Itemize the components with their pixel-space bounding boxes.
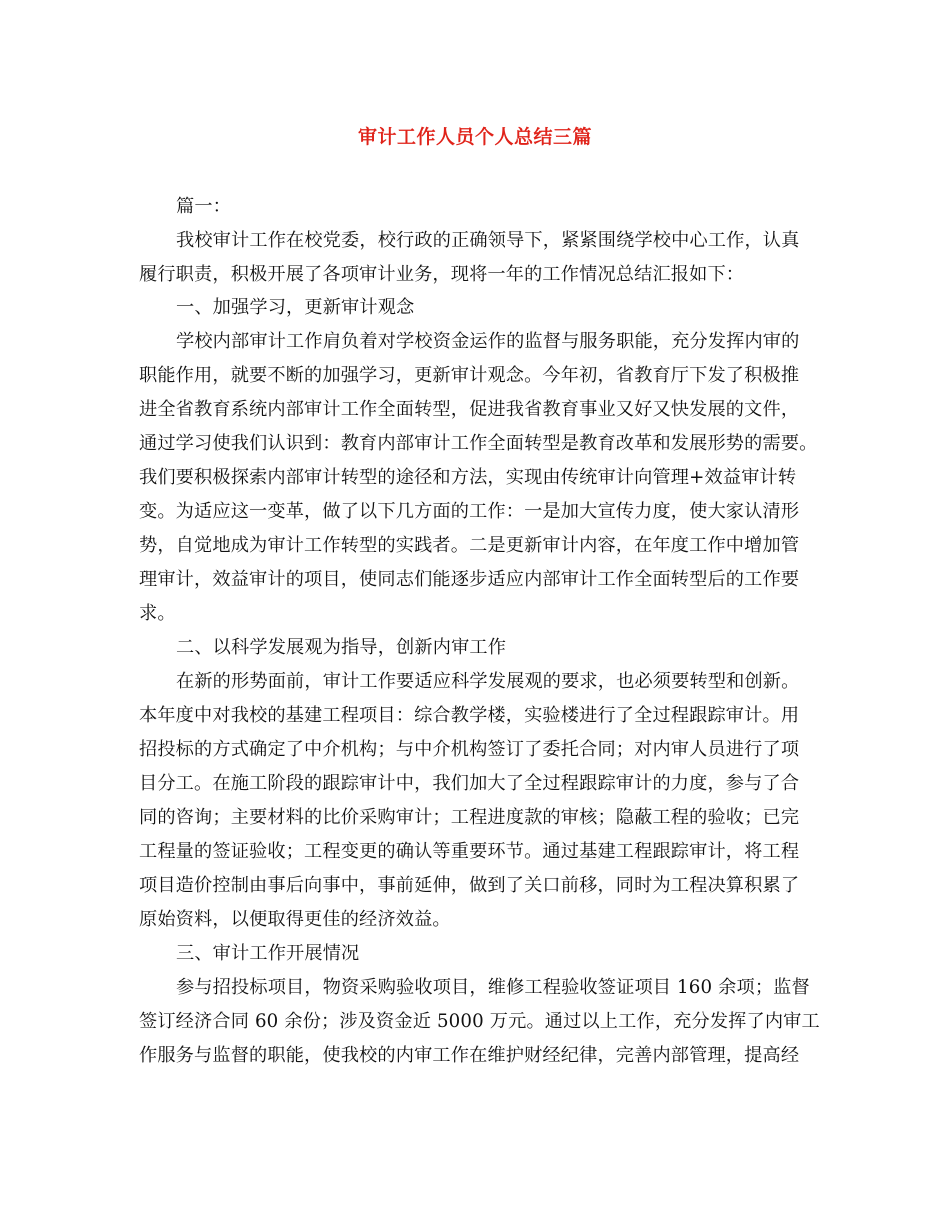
paragraph-line: 作服务与监督的职能，使我校的内审工作在维护财经纪律，完善内部管理，提高经: [139, 1045, 800, 1066]
paragraph-line: 求。: [139, 603, 176, 624]
paragraph-line: 履行职责，积极开展了各项审计业务，现将一年的工作情况总结汇报如下：: [139, 264, 745, 285]
section-label-part-one: 篇一：: [176, 196, 232, 217]
paragraph-line: 变。为适应这一变革，做了以下几方面的工作：一是加大宣传力度，使大家认清形: [139, 501, 800, 522]
paragraph-line: 招投标的方式确定了中介机构；与中介机构签订了委托合同；对内审人员进行了项: [139, 739, 800, 760]
paragraph-line: 我校审计工作在校党委，校行政的正确领导下，紧紧围绕学校中心工作，认真: [176, 230, 800, 251]
paragraph-line: 学校内部审计工作肩负着对学校资金运作的监督与服务职能，充分发挥内审的: [176, 331, 800, 352]
paragraph-line: 签订经济合同 60 余份；涉及资金近 5000 万元。通过以上工作，充分发挥了内审工: [139, 1011, 820, 1032]
paragraph-line: 理审计，效益审计的项目，使同志们能逐步适应内部审计工作全面转型后的工作要: [139, 569, 800, 590]
paragraph-line: 同的咨询；主要材料的比价采购审计；工程进度款的审核；隐蔽工程的验收；已完: [139, 807, 800, 828]
paragraph-line: 在新的形势面前，审计工作要适应科学发展观的要求，也必须要转型和创新。: [176, 671, 800, 692]
paragraph-line: 项目造价控制由事后向事中，事前延伸，做到了关口前移，同时为工程决算积累了: [139, 875, 800, 896]
document-title: 审计工作人员个人总结三篇: [357, 126, 592, 148]
section-heading-2: 二、以科学发展观为指导，创新内审工作: [176, 637, 507, 658]
paragraph-line: 目分工。在施工阶段的跟踪审计中，我们加大了全过程跟踪审计的力度，参与了合: [139, 773, 800, 794]
paragraph-line: 参与招投标项目，物资采购验收项目，维修工程验收签证项目 160 余项；监督: [176, 977, 810, 998]
paragraph-line: 势，自觉地成为审计工作转型的实践者。二是更新审计内容，在年度工作中增加管: [139, 535, 800, 556]
paragraph-line: 职能作用，就要不断的加强学习，更新审计观念。今年初，省教育厅下发了积极推: [139, 365, 800, 386]
paragraph-line: 原始资料，以便取得更佳的经济效益。: [139, 909, 451, 930]
paragraph-line: 工程量的签证验收；工程变更的确认等重要环节。通过基建工程跟踪审计，将工程: [139, 841, 800, 862]
section-heading-1: 一、加强学习，更新审计观念: [176, 297, 415, 318]
section-heading-3: 三、审计工作开展情况: [176, 943, 360, 964]
paragraph-line: 进全省教育系统内部审计工作全面转型，促进我省教育事业又好又快发展的文件，: [139, 399, 800, 420]
paragraph-line: 通过学习使我们认识到：教育内部审计工作全面转型是教育改革和发展形势的需要。: [139, 433, 818, 454]
paragraph-line: 我们要积极探索内部审计转型的途径和方法，实现由传统审计向管理+效益审计转: [139, 467, 797, 488]
paragraph-line: 本年度中对我校的基建工程项目：综合教学楼，实验楼进行了全过程跟踪审计。用: [139, 705, 800, 726]
